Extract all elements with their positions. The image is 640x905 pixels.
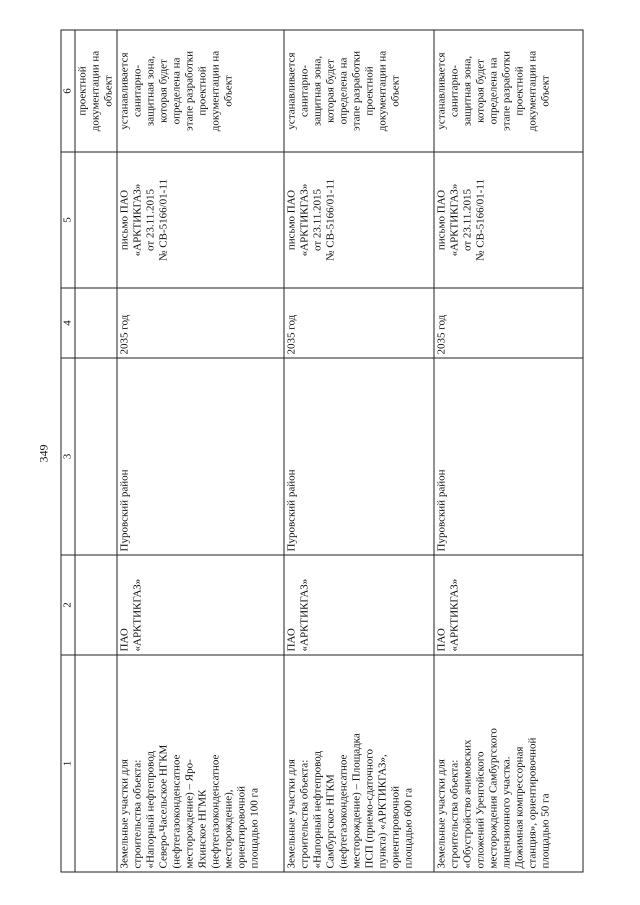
page-number: 349	[36, 444, 50, 462]
year-cell: 2035 год	[117, 288, 284, 358]
organization-cell: ПАО «АРКТИКГАЗ»	[284, 555, 434, 655]
table-row	[434, 30, 583, 872]
rotated-page	[36, 30, 575, 872]
table-row	[117, 30, 284, 872]
object-cell: Земельные участки для строительства объекта: «Обустройство ачимовских отложений Уренгойского месторождения Самбургского лицензионного участка. Дожимная компрессорная станция», ориентировочной площадью 50 га	[434, 655, 583, 872]
empty-cell	[75, 555, 117, 655]
empty-cell	[75, 288, 117, 358]
empty-cell	[75, 152, 117, 288]
year-cell: 2035 год	[284, 288, 434, 358]
header-cell: 4	[61, 288, 75, 358]
header-row	[61, 30, 75, 872]
header-cell: 2	[61, 555, 75, 655]
header-cell: 1	[61, 655, 75, 872]
object-cell: Земельные участки для строительства объекта: «Напорный нефтепровод Самбургское НГКМ (нефтегазоконденсатное месторождение) – Площадка ПСП (приемо-сдаточного пункта) «АРКТИКГАЗ», ориентировочной площадью 600 га	[284, 655, 434, 872]
table-row	[284, 30, 434, 872]
header-cell: 3	[61, 358, 75, 555]
zone-cell: проектной документации на объект	[75, 30, 117, 152]
empty-cell	[75, 358, 117, 555]
basis-cell: письмо ПАО «АРКТИКГАЗ» от 23.11.2015 № СВ-5166/01-11	[117, 152, 284, 288]
basis-cell: письмо ПАО «АРКТИКГАЗ» от 23.11.2015 № СВ-5166/01-11	[434, 152, 583, 288]
organization-cell: ПАО «АРКТИКГАЗ»	[117, 555, 284, 655]
district-cell: Пуровский район	[284, 358, 434, 555]
zone-cell: устанавливается санитарно- защитная зона, которая будет определена на этапе разработки проектной документации на объект	[284, 30, 434, 152]
continuation-row	[75, 30, 117, 872]
district-cell: Пуровский район	[434, 358, 583, 555]
year-cell: 2035 год	[434, 288, 583, 358]
organization-cell: ПАО «АРКТИКГАЗ»	[434, 555, 583, 655]
zone-cell: устанавливается санитарно- защитная зона, которая будет определена на этапе разработки проектной документации на объект	[434, 30, 583, 152]
district-cell: Пуровский район	[117, 358, 284, 555]
empty-cell	[75, 655, 117, 872]
header-cell: 5	[61, 152, 75, 288]
objects-table	[60, 29, 583, 872]
basis-cell: письмо ПАО «АРКТИКГАЗ» от 23.11.2015 № СВ-5166/01-11	[284, 152, 434, 288]
zone-cell: устанавливается санитарно- защитная зона, которая будет определена на этапе разработки проектной документации на объект	[117, 30, 284, 152]
object-cell: Земельные участки для строительства объекта: «Напорный нефтепровод Северо-Часельское НГКМ (нефтегазоконденсатное месторождение) – Яро- Яхинское НГМК (нефтегазоконденсатное месторождение), ориентировочной площадью 100 га	[117, 655, 284, 872]
header-cell: 6	[61, 30, 75, 152]
